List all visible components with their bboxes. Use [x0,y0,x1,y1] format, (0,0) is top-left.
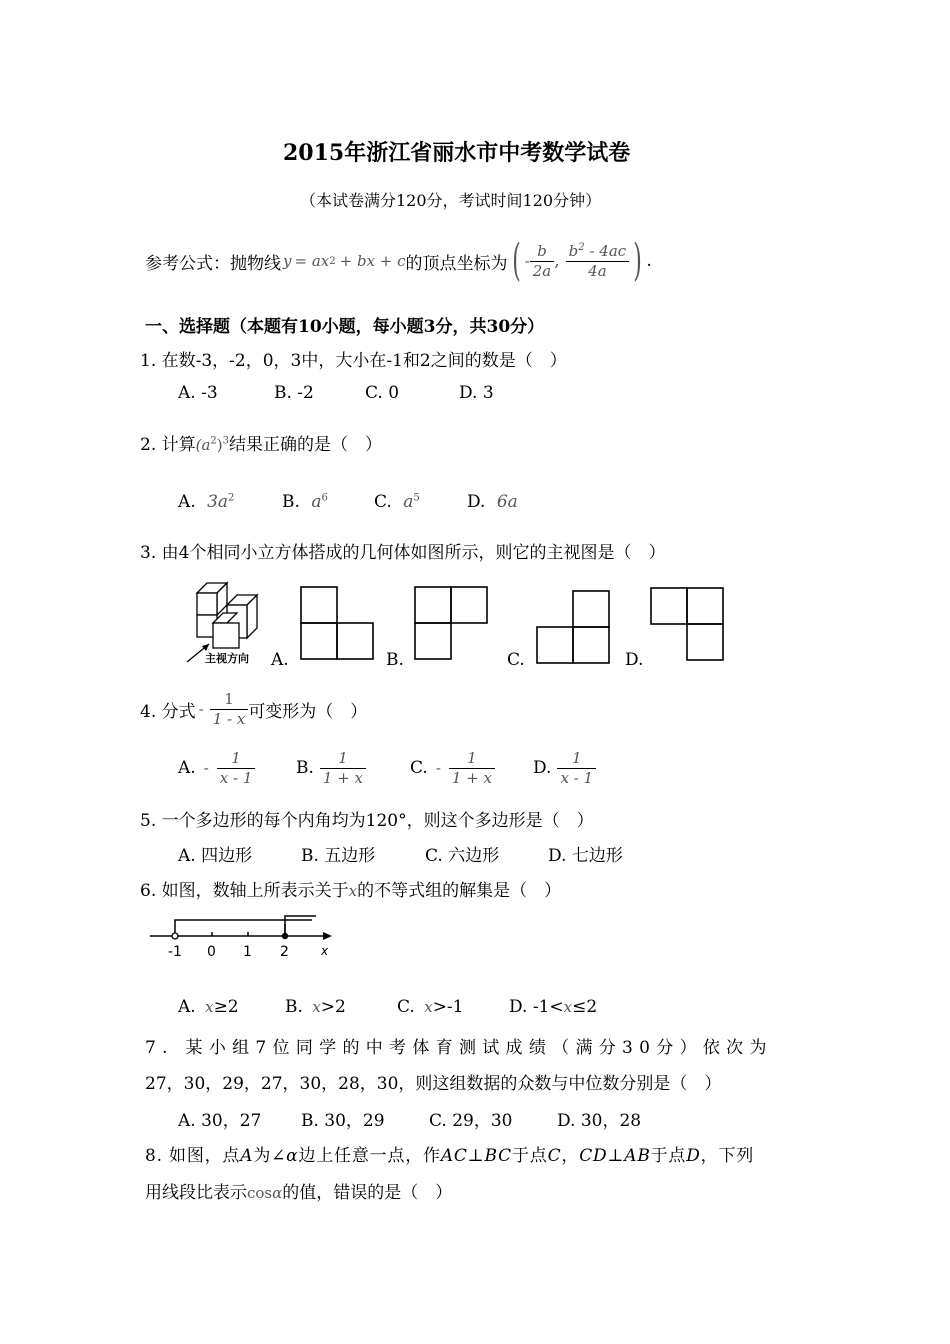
q4-fraction: $\frac{1}{1 - x}$ [210,690,249,729]
cube-front-face [197,593,217,615]
q5-stem: 5. 一个多边形的每个内角均为120°，则这个多边形是（ ） [140,811,594,831]
q4-stem: 4. 分式 - $\frac{1}{1 - x}$ 可变形为（ ） [140,689,368,728]
q7-option-c: C. 29，30 [429,1111,513,1131]
q6-option-c: C. x>-1 [397,997,464,1017]
q1-stem: 1. 在数-3，-2，0，3中，大小在-1和2之间的数是（ ） [140,351,567,371]
q3-option-d-label: D. [625,650,644,670]
q7-stem-line2: 27，30，29，27，30，28，30，则这组数据的众数与中位数分别是（ ） [145,1074,722,1094]
q7-option-b: B. 30，29 [301,1111,385,1131]
left-paren: ( [511,235,521,286]
q3-option-c-label: C. [507,650,525,670]
q4-option-c: C. - $\frac{1}{1 + x}$ [410,744,495,792]
right-paren: ) [633,235,643,286]
q8-stem-line1: 8. 如图，点A为∠α边上任意一点，作AC⊥BC于点C，CD⊥AB于点D，下列 [145,1146,755,1166]
q2-option-a: A. $3a^2$ [178,492,235,512]
arrow-head [202,644,209,651]
q3-solid-figure [185,578,275,666]
q3-option-b-label: B. [386,650,404,670]
q2-option-d: D. 6a [467,492,518,512]
q5-option-b: B. 五边形 [301,846,376,866]
q7-stem-line1: 7. 某小组7位同学的中考体育测试成绩（满分30分）依次为 [145,1038,773,1058]
q1-option-d: D. 3 [459,383,494,403]
q3-view-c [536,590,612,666]
tick-label: 2 [280,944,289,960]
q3-view-b [414,586,490,662]
axis-variable-label: x [321,944,329,958]
open-point [172,933,178,939]
tick-label: 1 [243,944,252,960]
q2-option-c: C. $a^5$ [374,492,420,512]
page-subtitle: （本试卷满分120分，考试时间120分钟） [300,191,602,210]
axis-arrow [323,932,332,940]
view-direction-label: 主视方向 [205,652,249,665]
q2-stem: 2. 计算$(a^2)^3$结果正确的是（ ） [140,435,383,455]
q1-option-b: B. -2 [274,383,314,403]
q6-number-line [148,910,340,962]
cube-front-face [213,623,239,648]
q4-option-b: B. $\frac{1}{1 + x}$ [296,744,366,792]
vertex-x-fraction: $\frac{b}{2a}$ [530,242,555,281]
q1-option-c: C. 0 [365,383,400,403]
formula-label: 参考公式：抛物线 [145,253,281,274]
q2-option-b: B. $a^6$ [282,492,328,512]
q5-option-c: C. 六边形 [425,846,500,866]
q6-stem: 6. 如图，数轴上所表示关于x的不等式组的解集是（ ） [140,881,562,901]
reference-formula: 参考公式：抛物线 y = ax 2 + bx + c 的顶点坐标为 ( - $\frac{b}{2a}$ , $\frac{b^2 - 4ac}{4a}$ ) . [145,235,652,286]
q6-option-d: D. -1<x≤2 [509,997,598,1017]
q3-option-a-label: A. [271,650,289,670]
q4-option-d: D. $\frac{1}{x - 1}$ [533,744,596,792]
closed-point [282,933,288,939]
q1-option-a: A. -3 [178,383,218,403]
q6-option-b: B. x>2 [285,997,346,1017]
q7-option-d: D. 30，28 [557,1111,642,1131]
q3-stem: 3. 由4个相同小立方体搭成的几何体如图所示，则它的主视图是（ ） [140,543,666,563]
tick-label: -1 [168,944,182,960]
q3-view-a [300,586,376,662]
q5-option-d: D. 七边形 [548,846,623,866]
section-heading: 一、选择题（本题有10小题，每小题3分，共30分） [145,317,545,337]
q8-stem-line2: 用线段比表示cosα的值，错误的是（ ） [145,1183,453,1203]
tick-label: 0 [207,944,216,960]
q4-option-a: A. - $\frac{1}{x - 1}$ [178,744,255,792]
solution-bracket-1 [175,920,312,936]
solution-bracket-2 [285,916,316,936]
q3-view-d [650,587,726,663]
q5-option-a: A. 四边形 [178,846,253,866]
page-title: 2015年浙江省丽水市中考数学试卷 [283,140,631,166]
q6-option-a: A. x≥2 [178,997,239,1017]
q7-option-a: A. 30，27 [178,1111,262,1131]
vertex-y-fraction: $\frac{b^2 - 4ac}{4a}$ [566,242,630,281]
